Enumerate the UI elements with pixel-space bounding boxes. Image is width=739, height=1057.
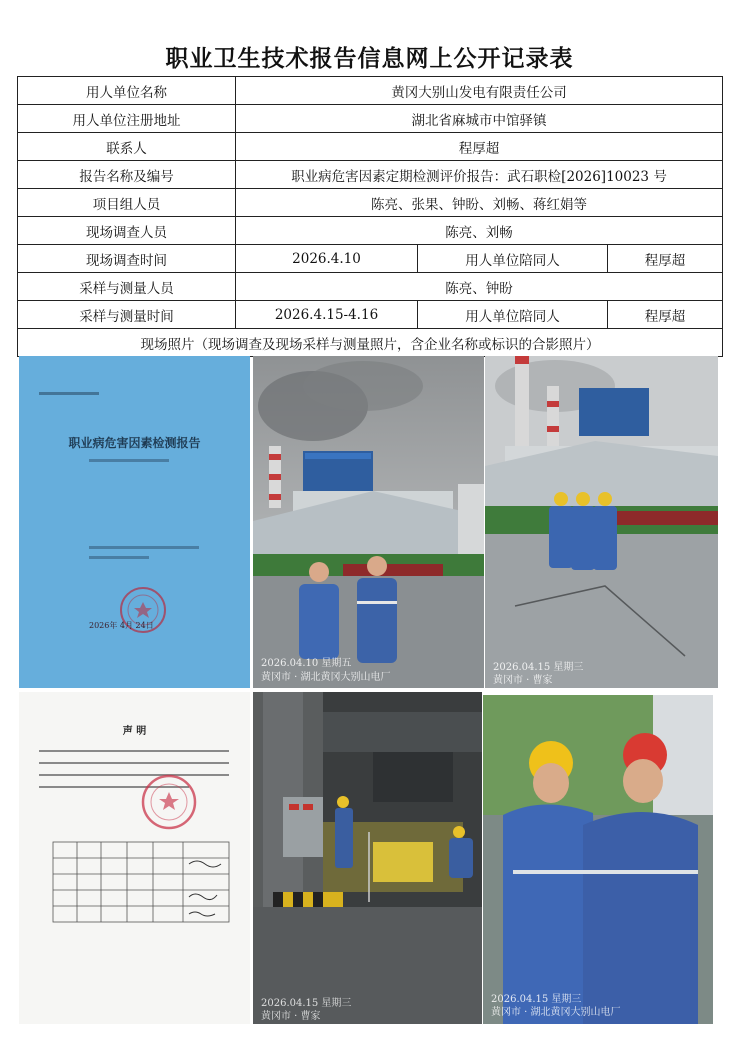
photo-timestamp: 2026.04.10 星期五 <box>261 658 352 669</box>
report-cover-photo <box>19 356 250 688</box>
table-row <box>18 77 723 105</box>
photo-location: 黄冈市 · 湖北黄冈大别山电厂 <box>491 1007 621 1018</box>
photo-location: 黄冈市 · 曹家 <box>493 675 553 686</box>
row-value-sampling-accompany: 程厚超 <box>608 301 723 329</box>
table-row <box>18 161 723 189</box>
sampling-photo <box>483 695 713 1024</box>
photo-grid <box>17 354 722 1026</box>
row-value-sampling-staff: 陈亮、钟盼 <box>236 273 723 301</box>
cover-title: 职业病危害因素检测报告 <box>68 436 201 450</box>
row-value-report: 职业病危害因素定期检测评价报告：武石职检[2026]10023 号 <box>236 161 723 189</box>
sampling-photo <box>253 692 482 1024</box>
page-title: 职业卫生技术报告信息网上公开记录表 <box>165 46 574 72</box>
row-value-contact: 程厚超 <box>236 133 723 161</box>
site-survey-photo <box>485 356 718 688</box>
row-label-contact: 联系人 <box>18 133 236 161</box>
row-value-survey-accompany: 程厚超 <box>608 245 723 273</box>
row-label-report: 报告名称及编号 <box>18 161 236 189</box>
row-value-survey-staff: 陈亮、刘畅 <box>236 217 723 245</box>
table-row <box>18 189 723 217</box>
photo-location: 黄冈市 · 湖北黄冈大别山电厂 <box>261 672 391 683</box>
photo-timestamp: 2026.04.15 星期三 <box>261 998 352 1009</box>
photos-header: 现场照片（现场调查及现场采样与测量照片，含企业名称或标识的合影照片） <box>18 329 723 357</box>
site-survey-photo <box>253 356 484 688</box>
row-value-survey-time: 2026.4.10 <box>236 245 418 273</box>
row-value-team: 陈亮、张果、钟盼、刘畅、蒋红娟等 <box>236 189 723 217</box>
statement-heading: 声 明 <box>122 726 147 737</box>
table-row <box>18 217 723 245</box>
record-table <box>17 76 723 357</box>
table-row <box>18 329 723 357</box>
table-row <box>18 133 723 161</box>
statement-document-photo <box>19 692 250 1024</box>
row-label-survey-time: 现场调查时间 <box>18 245 236 273</box>
photo-timestamp: 2026.04.15 星期三 <box>491 994 582 1005</box>
row-label-sampling-staff: 采样与测量人员 <box>18 273 236 301</box>
cover-stamp-date: 2026年 4月 24日 <box>89 621 154 630</box>
row-label-address: 用人单位注册地址 <box>18 105 236 133</box>
row-label-employer-name: 用人单位名称 <box>18 77 236 105</box>
row-label-survey-accompany: 用人单位陪同人 <box>418 245 608 273</box>
row-label-survey-staff: 现场调查人员 <box>18 217 236 245</box>
table-row <box>18 245 723 273</box>
table-row <box>18 105 723 133</box>
row-label-sampling-accompany: 用人单位陪同人 <box>418 301 608 329</box>
table-row <box>18 273 723 301</box>
row-value-sampling-time: 2026.4.15-4.16 <box>236 301 418 329</box>
photo-location: 黄冈市 · 曹家 <box>261 1011 321 1022</box>
table-row <box>18 301 723 329</box>
row-label-sampling-time: 采样与测量时间 <box>18 301 236 329</box>
row-label-team: 项目组人员 <box>18 189 236 217</box>
row-value-employer-name: 黄冈大别山发电有限责任公司 <box>236 77 723 105</box>
row-value-address: 湖北省麻城市中馆驿镇 <box>236 105 723 133</box>
photo-timestamp: 2026.04.15 星期三 <box>493 662 584 673</box>
